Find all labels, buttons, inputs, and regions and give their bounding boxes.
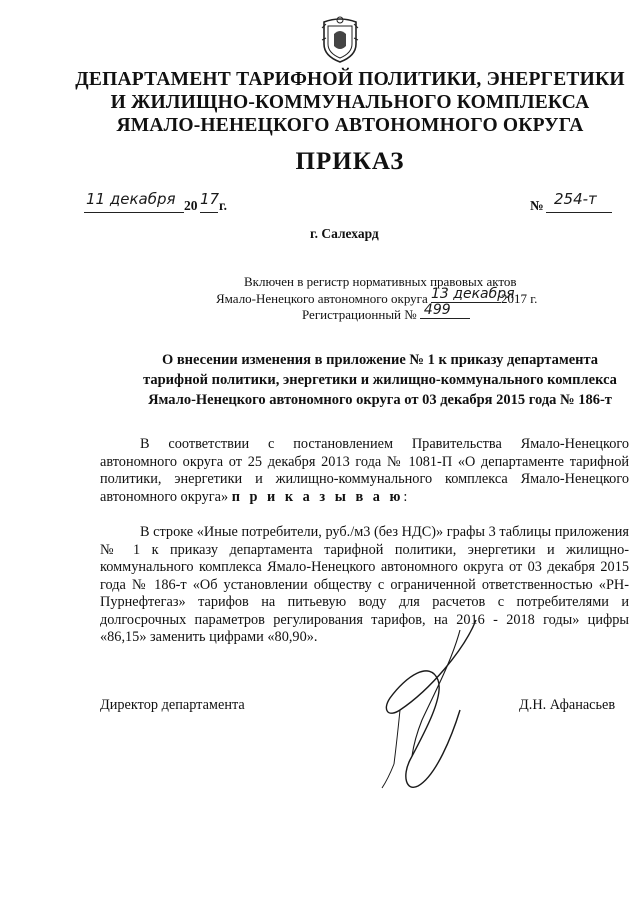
body-paragraph-1 [100, 436, 629, 506]
document-type-title: ПРИКАЗ [295, 148, 405, 175]
date-handwritten: 11 декабря [86, 190, 176, 208]
registry-date-handwritten: 13 декабря [431, 286, 515, 302]
coat-of-arms-icon [318, 14, 362, 64]
year-field [200, 190, 220, 213]
signatory-position: Директор департамента [100, 697, 245, 713]
order-number-handwritten: 254-т [554, 190, 597, 208]
order-number-field [546, 190, 612, 213]
order-subject [100, 350, 640, 410]
signatory-name: Д.Н. Афанасьев [519, 697, 616, 713]
registry-number-label: Регистрационный № [302, 307, 417, 322]
registry-line-2 [216, 286, 538, 307]
city: г. Салехард [310, 226, 379, 241]
command-word: п р и к а з ы в а ю [231, 488, 404, 505]
subject-line-2: тарифной политики, энергетики и жилищно-коммунального комплекса [143, 372, 617, 388]
paragraph-2-text: В строке «Иные потребители, руб./м3 (без НДС)» графы 3 таблицы приложения № 1 к приказу департамента тарифной политики, энергетики и жилищно-коммунального комплекса Ямало-Ненецкого автономного округа от 03 декабря 2015 года № 186-т «Об установлении обществу с ограниченной ответственностью «РН-Пурнефтегаз» тарифов на питьевую воду для расчетов с потребителями и долгосрочных параметров регулирования тарифов, на 2016 - 2018 годы» цифры «86,15» заменить цифрами «80,90». [100, 524, 629, 645]
year-prefix: 20 [184, 198, 198, 213]
department-name-line-1: ДЕПАРТАМЕНТ ТАРИФНОЙ ПОЛИТИКИ, ЭНЕРГЕТИКИ [75, 69, 625, 90]
subject-line-3: Ямало-Ненецкого автономного округа от 03 декабря 2015 года № 186-т [148, 392, 612, 408]
paragraph-1-text: В соответствии с постановлением Правительства Ямало-Ненецкого автономного округа от 25 декабря 2013 года № 1081-П «О департаменте тарифной политики, энергетики и жилищно-коммунального комплекса Ямало-Ненецкого автономного округа» [100, 436, 629, 505]
date-field [84, 190, 184, 213]
year-suffix: г. [219, 198, 227, 213]
registry-line-1: Включен в регистр нормативных правовых актов [244, 274, 517, 289]
registry-number-field [420, 302, 470, 319]
registry-number-handwritten: 499 [423, 302, 451, 318]
order-number-label: № [530, 198, 544, 213]
year-handwritten: 17 [200, 190, 220, 208]
subject-line-1: О внесении изменения в приложение № 1 к приказу департамента [161, 352, 599, 368]
registry-line-2-prefix: Ямало-Ненецкого автономного округа [216, 291, 428, 306]
paragraph-1-end: : [403, 488, 408, 505]
department-name-line-2: И ЖИЛИЩНО-КОММУНАЛЬНОГО КОМПЛЕКСА [110, 92, 590, 113]
registry-line-3 [302, 302, 470, 323]
handwritten-signature [360, 560, 500, 810]
department-name-line-3: ЯМАЛО-НЕНЕЦКОГО АВТОНОМНОГО ОКРУГА [116, 115, 584, 136]
registry-line-2-suffix: 2017 г. [501, 291, 538, 306]
